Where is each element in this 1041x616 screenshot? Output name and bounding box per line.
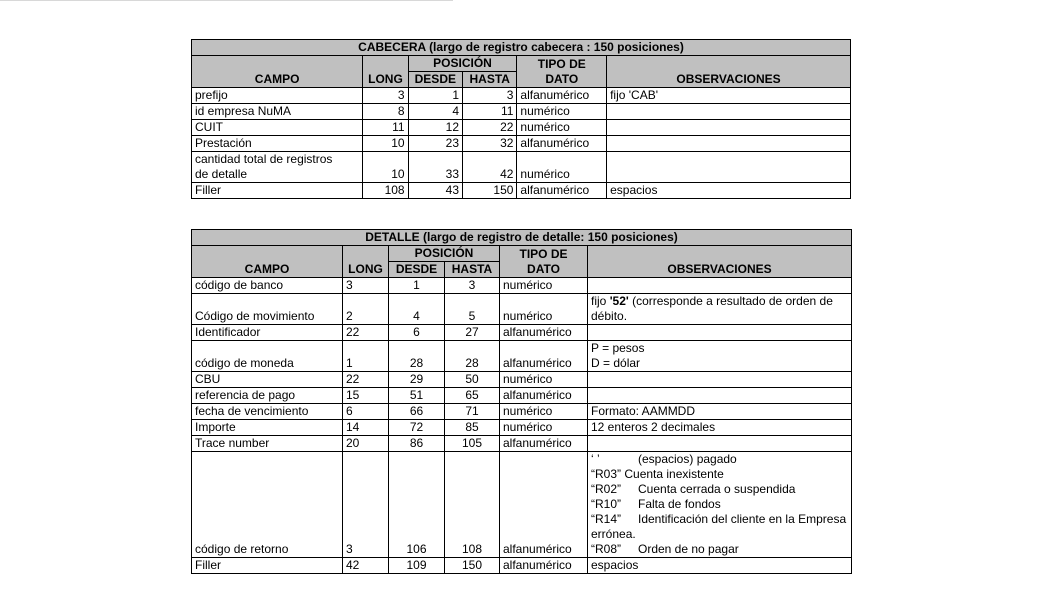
cell-long: 6 — [343, 404, 389, 420]
cell-tipo: numérico — [517, 152, 607, 183]
cell-campo: fecha de vencimiento — [192, 404, 343, 420]
table-row — [192, 558, 852, 574]
cell-tipo: numérico — [500, 420, 588, 436]
table-row — [192, 278, 852, 294]
cell-desde: 51 — [389, 388, 445, 404]
cell-campo: Filler — [192, 183, 363, 199]
cell-campo: CBU — [192, 372, 343, 388]
header-posicion: POSICIÓN — [408, 56, 517, 72]
table-row — [192, 372, 852, 388]
cell-campo: código de moneda — [192, 341, 343, 372]
header-tipo-dato: TIPO DE DATO — [500, 246, 588, 278]
cell-desde: 66 — [389, 404, 445, 420]
cell-desde: 86 — [389, 436, 445, 452]
cell-tipo: alfanumérico — [500, 325, 588, 341]
cell-tipo: alfanumérico — [500, 452, 588, 558]
header-campo: CAMPO — [192, 56, 363, 88]
header-long: LONG — [343, 246, 389, 278]
cell-desde: 4 — [408, 104, 462, 120]
cell-campo: prefijo — [192, 88, 363, 104]
table-row — [192, 420, 852, 436]
cell-long: 20 — [343, 436, 389, 452]
cell-campo: código de banco — [192, 278, 343, 294]
cell-campo: CUIT — [192, 120, 363, 136]
cell-tipo: numérico — [500, 372, 588, 388]
detalle-title: DETALLE (largo de registro de detalle: 150 posiciones) — [192, 230, 852, 246]
top-divider-line — [0, 0, 453, 1]
cell-long: 1 — [343, 341, 389, 372]
cell-obs: fijo '52' (corresponde a resultado de orden de débito. — [588, 294, 852, 325]
cell-desde: 43 — [408, 183, 462, 199]
cell-hasta: 22 — [463, 120, 517, 136]
table-row — [192, 152, 851, 183]
header-hasta: HASTA — [463, 72, 517, 88]
cell-desde: 1 — [389, 278, 445, 294]
cell-hasta: 65 — [445, 388, 500, 404]
cell-hasta: 42 — [463, 152, 517, 183]
cell-obs — [607, 152, 851, 183]
header-observaciones: OBSERVACIONES — [588, 246, 852, 278]
cell-obs — [588, 325, 852, 341]
cell-obs — [588, 372, 852, 388]
cell-desde: 33 — [408, 152, 462, 183]
cell-long: 22 — [343, 372, 389, 388]
table-row — [192, 452, 852, 558]
cell-tipo: numérico — [500, 404, 588, 420]
header-tipo-dato: TIPO DE DATO — [517, 56, 607, 88]
cell-long: 108 — [363, 183, 408, 199]
cabecera-table — [191, 39, 851, 199]
cell-desde: 6 — [389, 325, 445, 341]
cell-hasta: 105 — [445, 436, 500, 452]
cell-obs: espacios — [588, 558, 852, 574]
cell-desde: 28 — [389, 341, 445, 372]
cell-campo: Identificador — [192, 325, 343, 341]
table-row — [192, 404, 852, 420]
cell-hasta: 27 — [445, 325, 500, 341]
cell-tipo: alfanumérico — [500, 558, 588, 574]
cell-obs — [607, 104, 851, 120]
detalle-table — [191, 229, 852, 574]
table-row — [192, 388, 852, 404]
cell-obs — [588, 278, 852, 294]
cell-obs — [607, 136, 851, 152]
cell-hasta: 5 — [445, 294, 500, 325]
cell-obs: P = pesos D = dólar — [588, 341, 852, 372]
cell-desde: 106 — [389, 452, 445, 558]
cell-hasta: 71 — [445, 404, 500, 420]
cell-campo: código de retorno — [192, 452, 343, 558]
table-row — [192, 88, 851, 104]
header-long: LONG — [363, 56, 408, 88]
cell-desde: 1 — [408, 88, 462, 104]
cell-hasta: 3 — [445, 278, 500, 294]
cell-campo: Trace number — [192, 436, 343, 452]
table-row — [192, 120, 851, 136]
cell-long: 10 — [363, 152, 408, 183]
cell-long: 3 — [343, 452, 389, 558]
header-campo: CAMPO — [192, 246, 343, 278]
cell-campo: Importe — [192, 420, 343, 436]
cell-long: 22 — [343, 325, 389, 341]
header-desde: DESDE — [408, 72, 462, 88]
header-desde: DESDE — [389, 262, 445, 278]
cell-hasta: 3 — [463, 88, 517, 104]
cell-desde: 72 — [389, 420, 445, 436]
cell-campo: Filler — [192, 558, 343, 574]
cell-long: 14 — [343, 420, 389, 436]
cell-tipo: alfanumérico — [500, 436, 588, 452]
cell-tipo: numérico — [500, 278, 588, 294]
cell-obs — [588, 388, 852, 404]
cell-campo: cantidad total de registros de detalle — [192, 152, 363, 183]
cell-hasta: 85 — [445, 420, 500, 436]
cell-hasta: 50 — [445, 372, 500, 388]
table-row — [192, 183, 851, 199]
cell-campo: id empresa NuMA — [192, 104, 363, 120]
cell-obs: espacios — [607, 183, 851, 199]
cell-desde: 109 — [389, 558, 445, 574]
cell-tipo: alfanumérico — [517, 183, 607, 199]
table-row — [192, 294, 852, 325]
cell-long: 11 — [363, 120, 408, 136]
cell-obs: ‘ ’ (espacios) pagado “R03” Cuenta inexistente “R02” Cuenta cerrada o suspendida “R10” Falta de fondos “R14” Identificación del cliente en la Empresa errónea. “R08” Orden de no pagar — [588, 452, 852, 558]
cell-long: 3 — [363, 88, 408, 104]
cell-obs: Formato: AAMMDD — [588, 404, 852, 420]
cell-hasta: 11 — [463, 104, 517, 120]
cell-obs — [588, 436, 852, 452]
cell-tipo: alfanumérico — [517, 136, 607, 152]
table-row — [192, 104, 851, 120]
cell-tipo: alfanumérico — [500, 388, 588, 404]
cell-campo: Prestación — [192, 136, 363, 152]
cell-campo: referencia de pago — [192, 388, 343, 404]
cell-desde: 29 — [389, 372, 445, 388]
cell-tipo: alfanumérico — [517, 88, 607, 104]
header-hasta: HASTA — [445, 262, 500, 278]
cell-long: 3 — [343, 278, 389, 294]
cell-obs: fijo 'CAB' — [607, 88, 851, 104]
cell-hasta: 150 — [463, 183, 517, 199]
cell-long: 2 — [343, 294, 389, 325]
cell-hasta: 108 — [445, 452, 500, 558]
cell-long: 8 — [363, 104, 408, 120]
table-row — [192, 325, 852, 341]
cell-hasta: 150 — [445, 558, 500, 574]
cell-obs — [607, 120, 851, 136]
cell-hasta: 32 — [463, 136, 517, 152]
cell-long: 10 — [363, 136, 408, 152]
cell-long: 15 — [343, 388, 389, 404]
cell-hasta: 28 — [445, 341, 500, 372]
table-row — [192, 341, 852, 372]
header-posicion: POSICIÓN — [389, 246, 500, 262]
cell-tipo: numérico — [500, 294, 588, 325]
cell-long: 42 — [343, 558, 389, 574]
cabecera-title: CABECERA (largo de registro cabecera : 150 posiciones) — [192, 40, 851, 56]
table-row — [192, 136, 851, 152]
cell-desde: 23 — [408, 136, 462, 152]
cell-desde: 12 — [408, 120, 462, 136]
header-observaciones: OBSERVACIONES — [607, 56, 851, 88]
cell-tipo: numérico — [517, 104, 607, 120]
cell-desde: 4 — [389, 294, 445, 325]
cell-tipo: numérico — [517, 120, 607, 136]
table-row — [192, 436, 852, 452]
cell-campo: Código de movimiento — [192, 294, 343, 325]
cell-tipo: alfanumérico — [500, 341, 588, 372]
cell-obs: 12 enteros 2 decimales — [588, 420, 852, 436]
